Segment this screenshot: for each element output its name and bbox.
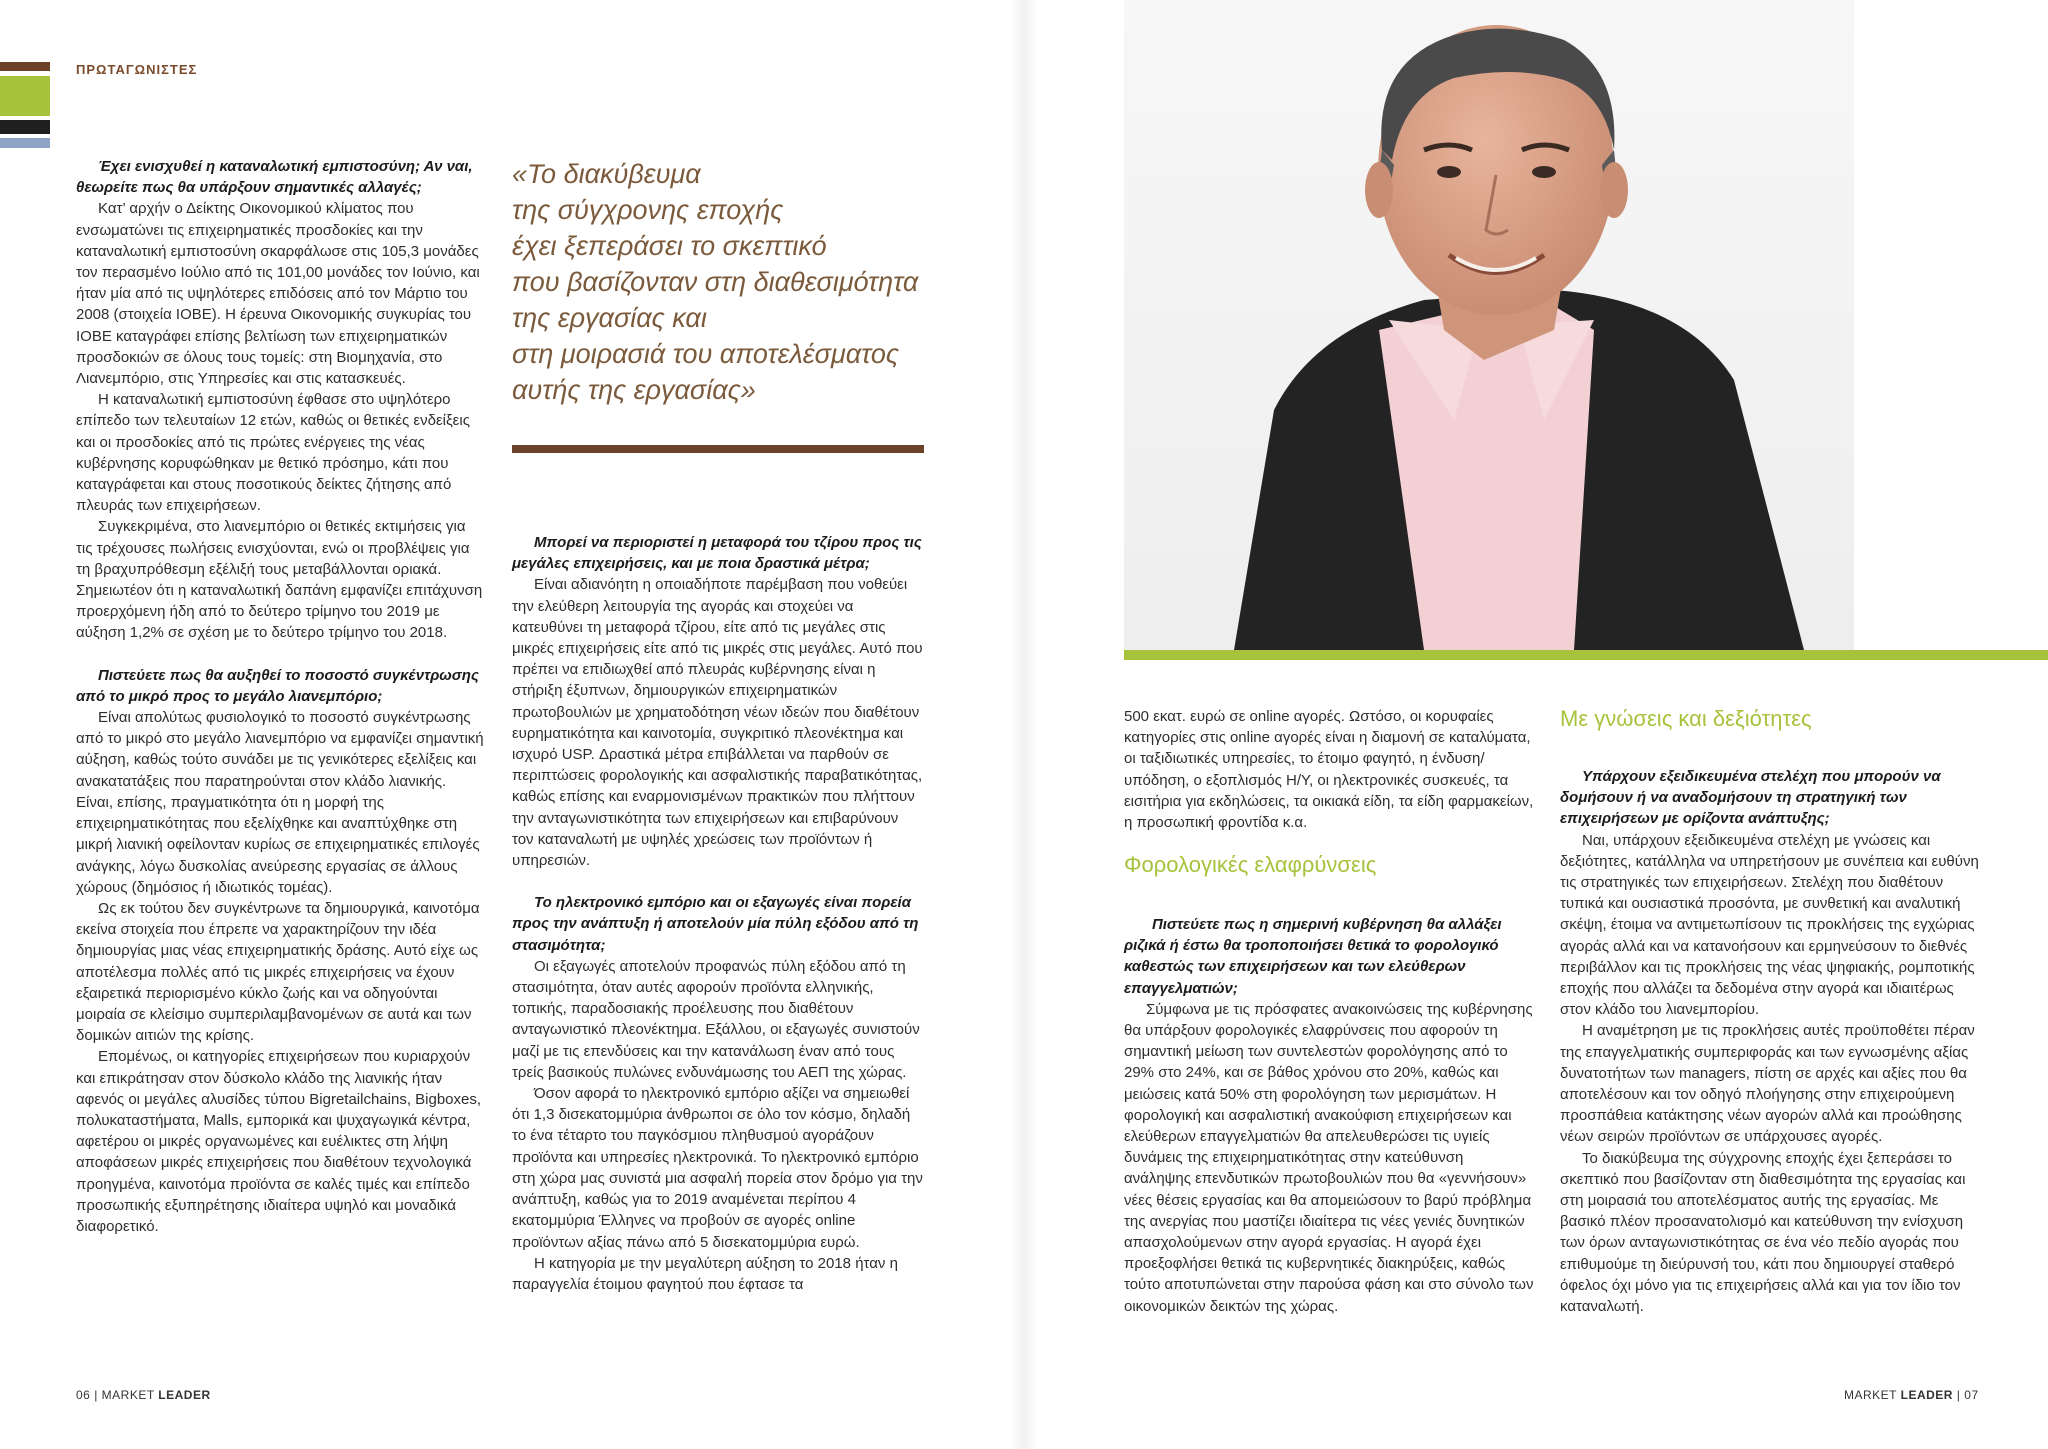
paragraph: Σύμφωνα με τις πρόσφατες ανακοινώσεις της κυβέρνησης θα υπάρξουν φορολογικές ελαφρύνσεις που αφορούν τη σημαντική μείωση των συντελεστών φορολόγησης από το 29% στο 24%, και σε βάθος χρόνου στο 20%, καθώς και μειώσεις κατά 50% στη φορολόγηση των μερισμάτων. Η φορολογική και ασφαλιστική ανακούφιση επιχειρήσεων και ελεύθερων επαγγελματιών θα απελευθερώσει τις υγιείς δυνάμεις της επιχειρηματικότητας στην κατεύθυνση ανάληψης επενδυτικών πρωτοβουλιών που θα «γεννήσουν» νέες θέσεις εργασίας και θα απομειώσουν το βαρύ πρόβλημα της ανεργίας που μαστίζει ιδιαίτερα τις νέες γενιές δυνητικών απασχολούμενων στην αγορά εργασίας. Η αγορά έχει προεξοφλήσει θετικά τις κυβερνητικές διακηρύξεις, καθώς τούτο αποτυπώνεται στην παρούσα φάση και στο σύνολο των οικονομικών δεικτών της χώρας.	[1124, 1000, 1534, 1315]
pull-quote: «Το διακύβευμα της σύγχρονης εποχής έχει ξεπεράσει το σκεπτικό που βασίζονταν στη διαθεσιμότητα της εργασίας και στη μοιρασιά του αποτελέσματος αυτής της εργασίας»	[512, 159, 919, 405]
paragraph: Η κατηγορία με την μεγαλύτερη αύξηση το 2018 ήταν η παραγγελία έτοιμου φαγητού που έφτασε τα	[512, 1254, 898, 1293]
question-heading: Πιστεύετε πως η σημερινή κυβέρνηση θα αλλάξει ριζικά ή έστω θα τροποποιήσει θετικά το φορολογικό καθεστώς των επιχειρήσεων και των ελεύθερων επαγγελματιών;	[1124, 916, 1502, 997]
section-heading-tax: Φορολογικές ελαφρύνσεις	[1124, 852, 1377, 877]
paragraph: Είναι αδιανόητη η οποιαδήποτε παρέμβαση που νοθεύει την ελεύθερη λειτουργία της αγοράς και στοχεύει να κατευθύνει τη μεταφορά τζίρου, είτε από τις μεγάλες στις μικρές επιχειρήσεις είτε από τις μικρές στις μεγάλες. Αυτό που πρέπει να επιδιωχθεί από πλευράς κυβέρνησης είναι η στήριξη έξυπνων, δημιουργικών επιχειρηματικών πρωτοβουλιών με χρηματοδότηση νέων ιδεών που διαθέτουν ευρηματικότητα και καινοτομία, συγκριτικό πλεονέκτημα και ισχυρό USP. Δραστικά μέτρα επιβάλλεται να παρθούν σε περιπτώσεις φορολογικής και ασφαλιστικής παραβατικότητας, καθώς επίσης και εναρμονισμένων πρακτικών που πλήττουν την ανταγωνιστικότητα των επιχειρήσεων και επιβαρύνουν τον καταναλωτή με υψηλές χρεώσεις των προϊόντων ή υπηρεσιών.	[512, 576, 923, 870]
paragraph: Κατ’ αρχήν ο Δείκτης Οικονομικού κλίματος που ενσωματώνει τις επιχειρηματικές προσδοκίες και την καταναλωτική εμπιστοσύνη σκαρφάλωσε στις 105,3 μονάδες τον περασμένο Ιούλιο από τις 101,00 μονάδες τον Ιούνιο, και ήταν μία από τις υψηλότερες επιδόσεις από τον Μάρτιο του 2008 (στοιχεία ΙΟΒΕ). Η έρευνα Οικονομικής συγκυρίας του ΙΟΒΕ καταγράφει επίσης βελτίωση των επιχειρηματικών προσδοκιών σε όλους τους τομείς: στη Βιομηχανία, στο Λιανεμπόριο, στις Υπηρεσίες και στις κατασκευές.	[76, 200, 480, 388]
column-3-body	[1124, 914, 1534, 1317]
brand-name: LEADER	[158, 1388, 211, 1402]
column-4	[1560, 766, 1986, 1317]
paragraph: Η αναμέτρηση με τις προκλήσεις αυτές προϋποθέτει πέραν της επαγγελματικής συμπεριφοράς και των εγνωσμένης αξίας δυνατοτήτων των managers, πίστη σε αρχές και αξίες που θα αποτελέσουν και τον οδηγό πλοήγησης στην επιχειρούμενη προσπάθεια κατάκτησης νέων αγορών αλλά και προώθησης νέων σειρών προϊόντων σε υπάρχουσες αγορές.	[1560, 1022, 1975, 1146]
color-bar-steel	[0, 138, 50, 148]
quote-rule	[512, 445, 924, 453]
section-label: ΠΡΩΤΑΓΩΝΙΣΤΕΣ	[76, 62, 198, 77]
page-number: 07	[1964, 1388, 1979, 1402]
right-page	[1024, 0, 2048, 1449]
paragraph: Επομένως, οι κατηγορίες επιχειρήσεων που κυριαρχούν και επικράτησαν στον δύσκολο κλάδο της λιανικής ήταν αφενός οι μεγάλες αλυσίδες τύπου Bigretailchains, Bigboxes, πολυκαταστήματα, Malls, εμπορικά και ψυχαγωγικά κέντρα, αφετέρου οι μικρές οργανωμένες και ευέλικτες στη λήψη αποφάσεων μικρές επιχειρήσεις που διαθέτουν τεχνολογικά προηγμένα, καινοτόμα προϊόντα σε καλές τιμές και επίπεδο προσωπικής εξυπηρέτησης ιδιαίτερα υψηλό και μοναδικά διαφορετικό.	[76, 1048, 482, 1235]
paragraph: Η καταναλωτική εμπιστοσύνη έφθασε στο υψηλότερο επίπεδο των τελευταίων 12 ετών, καθώς οι θετικές ενδείξεις και οι προσδοκίες από τις πρώτες ενέργειες της νέας κυβέρνησης κορυφώθηκαν με θετικό πρόσημο, κάτι που καταγράφεται και στους ποσοτικούς δείκτες ζήτησης από πλευράς των επιχειρήσεων.	[76, 391, 470, 515]
paragraph: Όσον αφορά το ηλεκτρονικό εμπόριο αξίζει να σημειωθεί ότι 1,3 δισεκατομμύρια άνθρωποι σε όλο τον κόσμο, δηλαδή το ένα τέταρτο του παγκόσμιου πληθυσμού αγοράζουν προϊόντα και υπηρεσίες ηλεκτρονικά. Το ηλεκτρονικό εμπόριο στη χώρα μας συνιστά μια ασφαλή πορεία στον δρόμο για την ανάπτυξη, καθώς για το 2019 αναμένεται περίπου 4 εκατομμύρια Έλληνες να προβούν σε αγορές online προϊόντων αξίας πάνω από 5 δισεκατομμύρια ευρώ.	[512, 1085, 923, 1251]
paragraph: Το διακύβευμα της σύγχρονης εποχής έχει ξεπεράσει το σκεπτικό που βασίζονταν στη διαθεσιμότητα της εργασίας και στη μοιρασιά του αποτελέσματος αυτής της εργασίας. Με βασικό πλέον προσανατολισμό και κατεύθυνση την ενίσχυση των όρων ανταγωνιστικότητας σε ένα νέο πεδίο αγοράς που επιθυμούμε τη διεύρυνσή του, κάτι που δημιουργεί σταθερό όφελος όχι μόνο για τις επιχειρήσεις αλλά και για τον ίδιο τον καταναλωτή.	[1560, 1149, 1966, 1316]
paragraph: Συγκεκριμένα, στο λιανεμπόριο οι θετικές εκτιμήσεις για τις τρέχουσες πωλήσεις ενισχύονται, ενώ οι προβλέψεις για τη βραχυπρόθεσμη εξέλιξή τους μεταβάλλονται οριακά. Σημειωτέον ότι η καταναλωτική δαπάνη εμφανίζει επιτάχυνση προερχόμενη ήδη από το δεύτερο τρίμηνο του 2019 με αύξηση 1,2% σε σχέση με το δεύτερο τρίμηνο του 2018.	[76, 518, 483, 642]
paragraph: 500 εκατ. ευρώ σε online αγορές. Ωστόσο, οι κορυφαίες κατηγορίες στις online αγορές είναι η διαμονή σε καταλύματα, οι ταξιδιωτικές υπηρεσίες, το έτοιμο φαγητό, η ένδυση/υπόδηση, ο εξοπλισμός Η/Υ, οι ηλεκτρονικές συσκευές, τα εισιτήρια για εκδηλώσεις, τα οικιακά είδη, τα είδη φαρμακείων, η προσωπική φροντίδα κ.α.	[1124, 708, 1534, 832]
color-bar-dark	[0, 120, 50, 134]
paragraph: Ως εκ τούτου δεν συγκέντρωνε τα δημιουργικά, καινοτόμα εκείνα στοιχεία που έπρεπε να χαρακτηρίζουν την ιδέα δημιουργίας μιας νέας επιχειρηματικής δράσης. Αυτό είχε ως αποτέλεσμα πολλές από τις μικρές επιχειρήσεις να έχουν εξαιρετικά περιορισμένο κύκλο ζωής και να οδηγούνται μοιραία σε κλείσιμο συμπεριλαμβανομένων σε αυτά και των δομικών αιτιών της κρίσης.	[76, 899, 480, 1045]
section-heading-skills: Με γνώσεις και δεξιότητες	[1560, 706, 1812, 731]
question-heading: Πιστεύετε πως θα αυξηθεί το ποσοστό συγκέντρωσης από το μικρό προς το μεγάλο λιανεμπόριο;	[76, 666, 479, 705]
question-heading: Υπάρχουν εξειδικευμένα στελέχη που μπορούν να δομήσουν ή να αναδομήσουν τη στρατηγική των επιχειρήσεων με ορίζοντα ανάπτυξης;	[1560, 768, 1941, 828]
footer-left: 06 | MARKET LEADER	[76, 1388, 211, 1402]
color-bar-green	[0, 76, 50, 116]
paragraph: Είναι απολύτως φυσιολογικό το ποσοστό συγκέντρωσης από το μικρό στο μεγάλο λιανεμπόριο να εμφανίζει σημαντική αύξηση, καθώς τούτο συνάδει με τις γενικότερες εξελίξεις και ανακατατάξεις που παρατηρούνται στον κλάδο λιανικής. Είναι, επίσης, πραγματικότητα ότι η μορφή της επιχειρηματικότητας που εξελίχθηκε και αναπτύχθηκε στη μικρή λιανική οφείλονταν κυρίως σε επιχειρηματικές επιλογές ανάγκης, λόγω δυσκολίας ανεύρεσης εργασίας σε άλλους χώρους (δημόσιος ή ιδιωτικός τομέας).	[76, 709, 484, 896]
question-heading: Μπορεί να περιοριστεί η μεταφορά του τζίρου προς τις μεγάλες επιχειρήσεις, και με ποια δραστικά μέτρα;	[512, 534, 922, 573]
footer-right: MARKET LEADER | 07	[1844, 1388, 1979, 1402]
paragraph: Οι εξαγωγές αποτελούν προφανώς πύλη εξόδου από τη στασιμότητα, όταν αυτές αφορούν προϊόντα ελληνικής, τοπικής, παραδοσιακής προέλευσης που διαθέτουν ανταγωνιστικό πλεονέκτημα. Εξάλλου, οι εξαγωγές συνιστούν μαζί με τις επενδύσεις και την κατανάλωση έναν από τους τρείς βασικούς πυλώνες ενδυνάμωσης του ΑΕΠ της χώρας.	[512, 957, 920, 1081]
column-1	[76, 156, 486, 1237]
column-2	[512, 532, 924, 1295]
paragraph: Ναι, υπάρχουν εξειδικευμένα στελέχη με γνώσεις και δεξιότητες, κατάλληλα να υπηρετήσουν με συνέπεια και ευθύνη τις στρατηγικές των επιχειρήσεων. Στελέχη που διαθέτουν τυπικά και ουσιαστικά προσόντα, με συνθετική και αναλυτική σκέψη, έτοιμα να αντιμετωπίσουν τις προκλήσεις της εγχώριας αγοράς αλλά και να κατανοήσουν και ερμηνεύσουν το διεθνές περιβάλλον και τις προκλήσεις της νέας ψηφιακής, ρομποτικής εποχής που αλλάζει τα δεδομένα στην αγορά και ιδιαιτέρως στον κλάδο του λιανεμπορίου.	[1560, 831, 1979, 1019]
page-number: 06	[76, 1388, 91, 1402]
brand-name: LEADER	[1900, 1388, 1953, 1402]
color-bar-brown	[0, 62, 50, 71]
column-3	[1124, 706, 1534, 833]
question-heading: Έχει ενισχυθεί η καταναλωτική εμπιστοσύνη; Αν ναι, θεωρείτε πως θα υπάρξουν σημαντικές αλλαγές;	[76, 158, 473, 197]
question-heading: Το ηλεκτρονικό εμπόριο και οι εξαγωγές είναι πορεία προς την ανάπτυξη ή αποτελούν μία πύλη εξόδου από τη στασιμότητα;	[512, 894, 919, 954]
